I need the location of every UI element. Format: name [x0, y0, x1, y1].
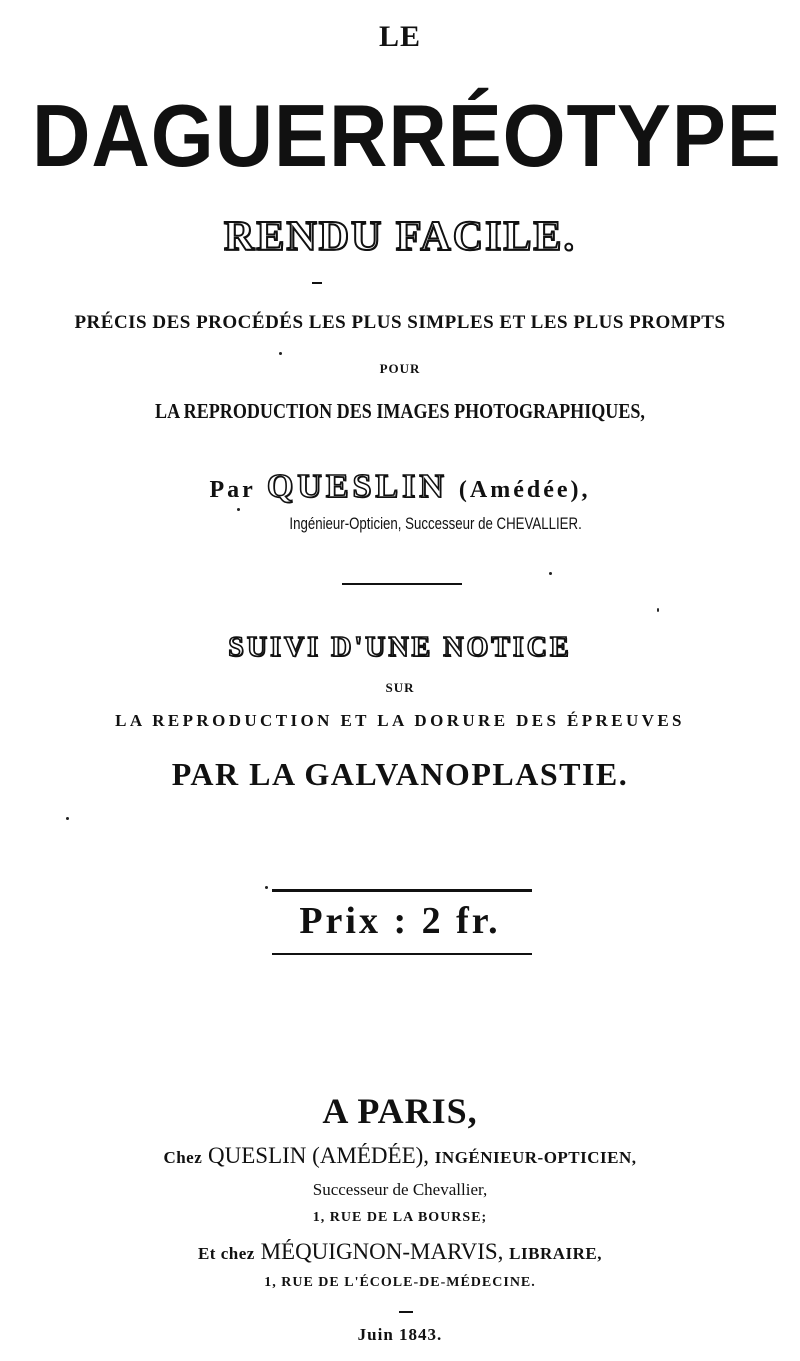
chez-1-role: INGÉNIEUR-OPTICIEN,	[434, 1148, 637, 1167]
price-line: Prix : 2 fr.	[299, 900, 501, 942]
successeur-line: Successeur de Chevallier,	[312, 1180, 488, 1199]
print-speck	[279, 352, 282, 355]
author-par: Par	[209, 477, 256, 503]
title-article: LE	[378, 20, 422, 53]
date-dash	[399, 1311, 413, 1313]
print-speck	[657, 608, 659, 612]
precis-line: PRÉCIS DES PROCÉDÉS LES PLUS SIMPLES ET LES PLUS PROMPTS	[74, 312, 726, 333]
publisher-city: A PARIS,	[322, 1091, 478, 1131]
chez-1-prefix: Chez	[163, 1148, 203, 1167]
author-first-name: (Amédée),	[458, 477, 591, 503]
address-1: 1, RUE DE LA BOURSE;	[312, 1210, 488, 1225]
print-speck	[237, 508, 240, 511]
print-speck	[549, 572, 552, 575]
chez-2-prefix: Et chez	[197, 1244, 255, 1263]
print-speck	[66, 817, 69, 820]
price-bottom-rule	[272, 953, 532, 955]
small-dash-divider	[312, 282, 322, 284]
sur-line: SUR	[385, 680, 415, 695]
main-title: DAGUERRÉOTYPE	[32, 86, 782, 185]
address-2: 1, RUE DE L'ÉCOLE-DE-MÉDECINE.	[264, 1275, 536, 1290]
price-top-rule	[272, 889, 532, 892]
print-speck	[265, 886, 268, 889]
subtitle: RENDU FACILE.	[224, 214, 576, 260]
reproduction-line: LA REPRODUCTION DES IMAGES PHOTOGRAPHIQUES,	[155, 399, 645, 423]
galvanoplastie-line: PAR LA GALVANOPLASTIE.	[171, 756, 629, 792]
author-title: Ingénieur-Opticien, Successeur de CHEVALLIER.	[289, 514, 582, 533]
publication-date: Juin 1843.	[357, 1325, 443, 1344]
suivi-notice: SUIVI D'UNE NOTICE	[228, 632, 572, 663]
chez-2-name: MÉQUIGNON-MARVIS,	[260, 1239, 504, 1264]
chez-2-role: LIBRAIRE,	[509, 1244, 603, 1263]
author-name: QUESLIN	[266, 468, 448, 505]
chez-1-name: QUESLIN (AMÉDÉE),	[208, 1143, 430, 1168]
reproduction-dorure-line: LA REPRODUCTION ET LA DORURE DES ÉPREUVES	[115, 711, 685, 730]
publisher-line-1	[0, 1144, 800, 1167]
divider-rule	[342, 583, 462, 585]
author-line	[0, 470, 800, 504]
pour-line: POUR	[379, 361, 421, 376]
publisher-line-2	[0, 1240, 800, 1263]
